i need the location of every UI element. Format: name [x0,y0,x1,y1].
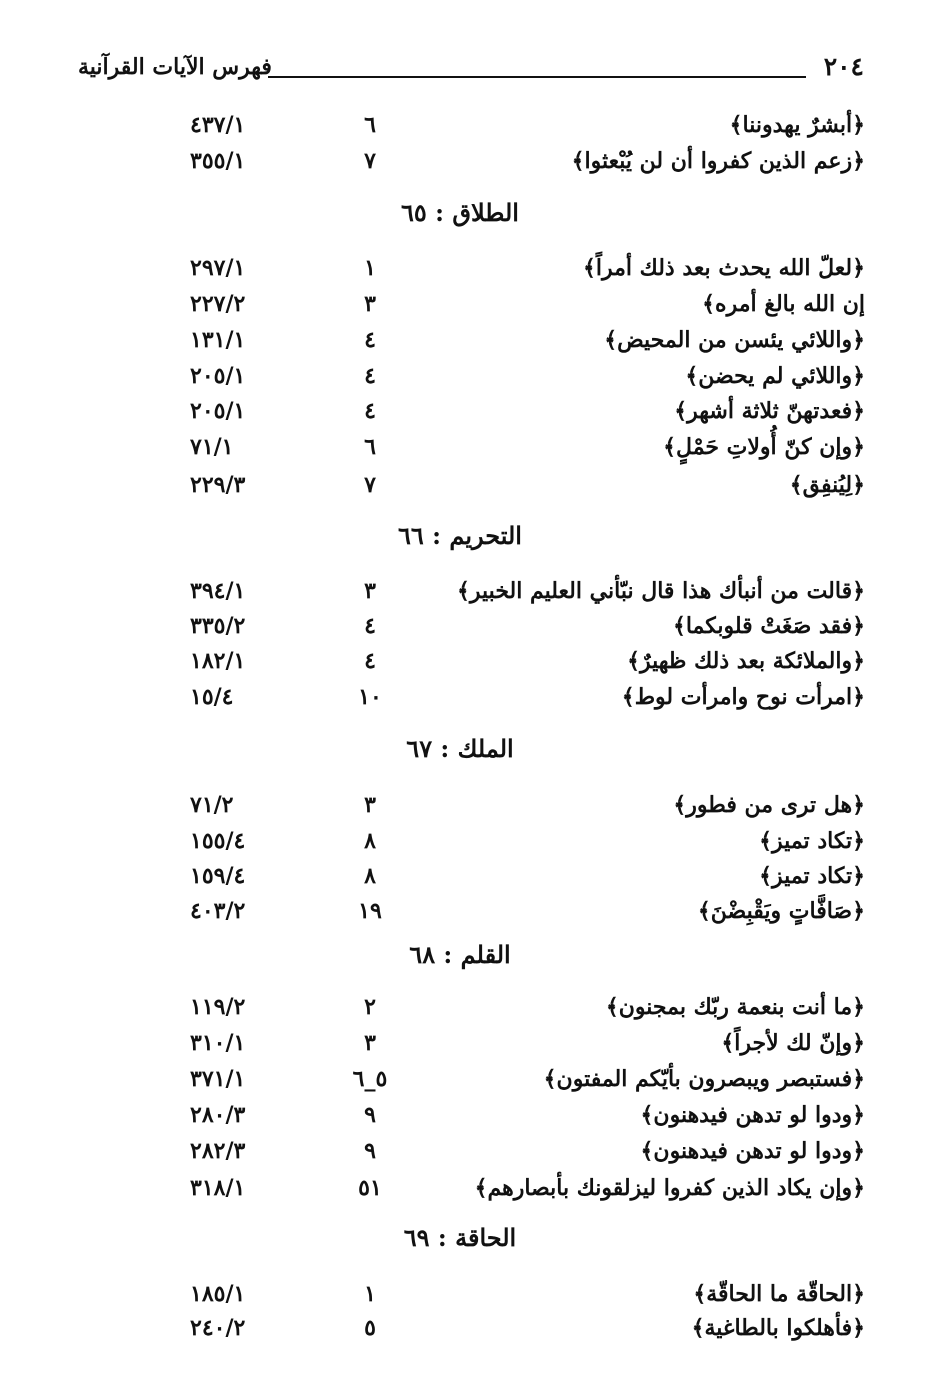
volume-page-ref: ٤٠٣/٢ [190,898,246,924]
volume-page-ref: ١٥٥/٤ [190,828,246,854]
index-entry [150,578,865,612]
verse-text: ﴿وإن يكاد الذين كفروا ليزلقونك بأبصارهم﴾ [474,1175,865,1201]
volume-page-ref: ٢٨٢/٣ [190,1138,246,1164]
index-entry [150,863,865,897]
volume-page-ref: ١٣١/١ [190,327,246,353]
index-entry [150,398,865,432]
verse-text: ﴿فأهلكوا بالطاغية﴾ [691,1315,865,1341]
ayah-number: ٦ [364,434,376,460]
ayah-number: ٨ [364,863,376,889]
surah-heading: القلم : ٦٨ [409,940,511,969]
ayah-number: ٣ [364,578,376,604]
index-entry [150,1102,865,1136]
verse-text: ﴿قالت من أنبأك هذا قال نبّأني العليم الخبير﴾ [457,578,865,604]
volume-page-ref: ١٥٩/٤ [190,863,246,889]
ayah-number: ٤ [364,363,376,389]
verse-text: ﴿وإن كنّ أُولاتِ حَمْلٍ﴾ [663,434,865,460]
ayah-number: ١٩ [358,898,382,924]
verse-text: ﴿الحاقّة ما الحاقّة﴾ [693,1281,865,1307]
index-entry [150,472,865,506]
index-entry [150,684,865,718]
verse-text: ﴿فستبصر ويبصرون بأيّكم المفتون﴾ [543,1066,865,1092]
ayah-number: ٤ [364,613,376,639]
ayah-number: ٩ [364,1138,376,1164]
volume-page-ref: ٣٧١/١ [190,1066,246,1092]
ayah-number: ١ [364,255,376,281]
surah-heading: الطلاق : ٦٥ [401,198,519,227]
verse-text: ﴿امرأت نوح وامرأت لوط﴾ [621,684,865,710]
ayah-number: ١٠ [358,684,382,710]
verse-text: ﴿فعدتهنّ ثلاثة أشهر﴾ [674,398,865,424]
verse-text: ﴿ودوا لو تدهن فيدهنون﴾ [640,1102,865,1128]
volume-page-ref: ٢٨٠/٣ [190,1102,246,1128]
ayah-number: ٩ [364,1102,376,1128]
volume-page-ref: ٣١٠/١ [190,1030,246,1056]
index-entry [150,327,865,361]
volume-page-ref: ٢٠٥/١ [190,363,246,389]
volume-page-ref: ١٥/٤ [190,684,234,710]
ayah-number: ٢ [364,994,376,1020]
index-entry [150,1030,865,1064]
verse-text: ﴿صَافَّاتٍ ويَقْبِضْنَ﴾ [697,898,865,924]
verse-text: ﴿واللائي يئسن من المحيض﴾ [604,327,865,353]
ayah-number: ٣ [364,792,376,818]
surah-heading: الحاقة : ٦٩ [403,1223,517,1252]
page-number: ٢٠٤ [823,52,864,81]
ayah-number: ٧ [364,148,376,174]
index-entry [150,1315,865,1349]
verse-text: ﴿أبشرٌ يهدوننا﴾ [729,112,865,138]
ayah-number: ٧ [364,472,376,498]
index-entry [150,994,865,1028]
page-header [78,52,864,88]
index-entry [150,148,865,182]
index-entry [150,291,865,325]
verse-text: ﴿تكاد تميز﴾ [759,863,865,889]
volume-page-ref: ٧١/٢ [190,792,234,818]
verse-text: ﴿والملائكة بعد ذلك ظهيرٌ﴾ [627,648,865,674]
volume-page-ref: ٢٠٥/١ [190,398,246,424]
verse-text: ﴿ودوا لو تدهن فيدهنون﴾ [640,1138,865,1164]
ayah-number: ١ [364,1281,376,1307]
index-entry [150,434,865,468]
verse-text: ﴿زعم الذين كفروا أن لن يُبْعثوا﴾ [571,148,865,174]
index-entry [150,792,865,826]
ayah-number: ٤ [364,648,376,674]
verse-text: ﴿تكاد تميز﴾ [759,828,865,854]
ayah-number: ٨ [364,828,376,854]
ayah-number: ٥_٦ [352,1066,388,1092]
index-entry [150,648,865,682]
volume-page-ref: ٣٥٥/١ [190,148,246,174]
ayah-number: ٥١ [358,1175,382,1201]
volume-page-ref: ١١٩/٢ [190,994,246,1020]
ayah-number: ٤ [364,398,376,424]
verse-text: ﴿لعلّ الله يحدث بعد ذلك أمراً﴾ [582,255,865,281]
ayah-number: ٤ [364,327,376,353]
index-entry [150,255,865,289]
volume-page-ref: ٢٤٠/٢ [190,1315,246,1341]
surah-heading: التحريم : ٦٦ [398,521,522,550]
verse-text: إن الله بالغ أمره﴾ [702,291,865,317]
ayah-number: ٣ [364,291,376,317]
ayah-number: ٦ [364,112,376,138]
volume-page-ref: ٣١٨/١ [190,1175,246,1201]
verse-text: ﴿وإنّ لك لأجراً﴾ [721,1030,865,1056]
index-entry [150,1175,865,1209]
running-title: فهرس الآيات القرآنية [78,54,272,80]
volume-page-ref: ١٨٢/١ [190,648,246,674]
volume-page-ref: ٢٢٧/٢ [190,291,246,317]
volume-page-ref: ٧١/١ [190,434,234,460]
ayah-number: ٥ [364,1315,376,1341]
index-entry [150,1138,865,1172]
verse-text: ﴿هل ترى من فطور﴾ [673,792,865,818]
volume-page-ref: ٣٩٤/١ [190,578,246,604]
volume-page-ref: ١٨٥/١ [190,1281,246,1307]
verse-text: ﴿لِيُنفِق﴾ [789,472,865,498]
index-entry [150,1066,865,1100]
index-entry [150,613,865,647]
index-entry [150,112,865,146]
header-rule [268,76,806,78]
index-entry [150,1281,865,1315]
verse-text: ﴿ما أنت بنعمة ربّك بمجنون﴾ [605,994,865,1020]
volume-page-ref: ٤٣٧/١ [190,112,246,138]
volume-page-ref: ٣٣٥/٢ [190,613,246,639]
index-entry [150,363,865,397]
volume-page-ref: ٢٩٧/١ [190,255,246,281]
surah-heading: الملك : ٦٧ [406,734,514,763]
index-entry [150,898,865,932]
index-entry [150,828,865,862]
volume-page-ref: ٢٢٩/٣ [190,472,246,498]
verse-text: ﴿فقد صَغَتْ قلوبكما﴾ [672,613,865,639]
verse-text: ﴿واللائي لم يحضن﴾ [685,363,865,389]
ayah-number: ٣ [364,1030,376,1056]
